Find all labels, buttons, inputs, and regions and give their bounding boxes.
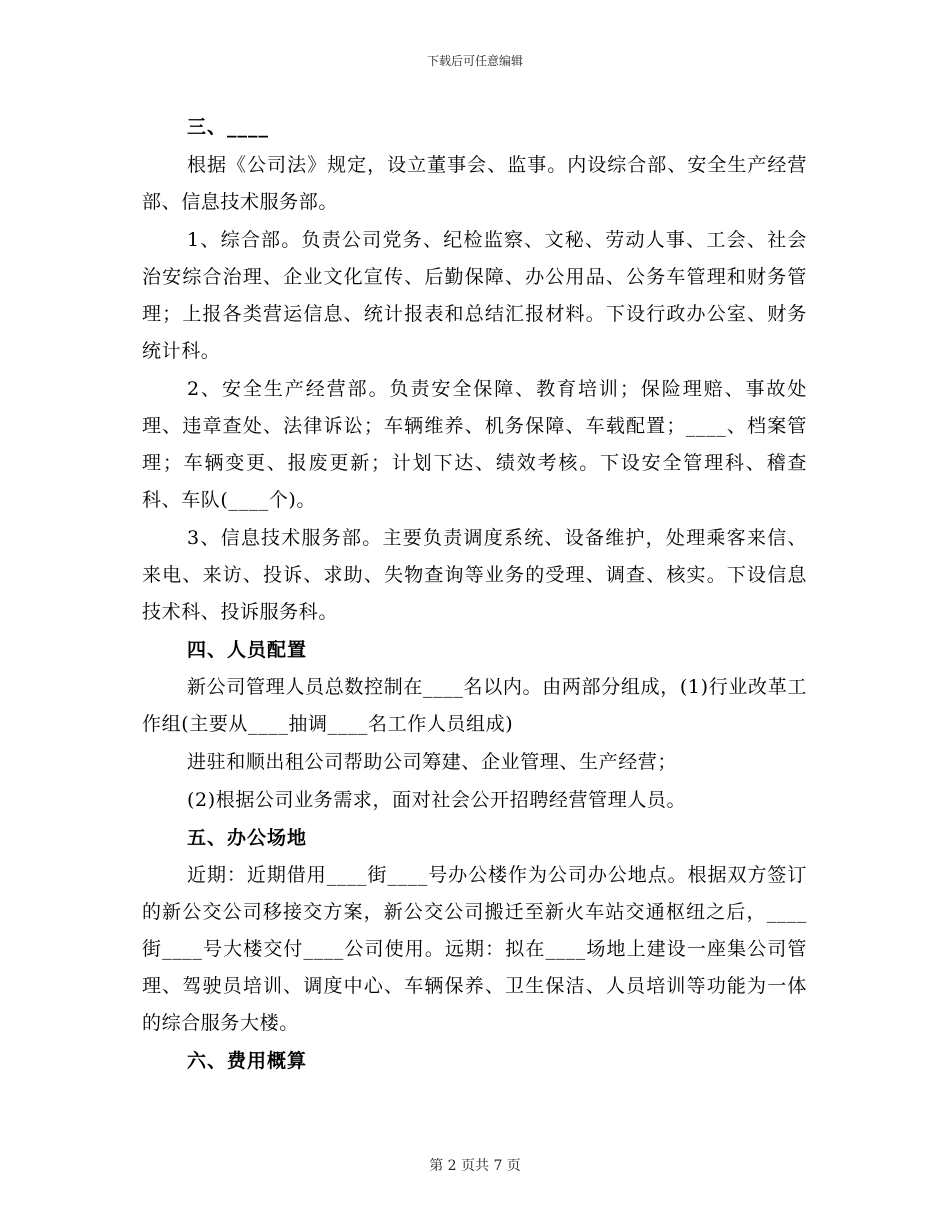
department-general-paragraph: 1、综合部。负责公司党务、纪检监察、文秘、劳动人事、工会、社会治安综合治理、企业文化宣传、后勤保障、办公用品、公务车管理和财务管理；上报各类营运信息、统计报表和总结汇报材料。下设行政办公室、财务统计科。	[142, 229, 807, 362]
department-it-paragraph: 3、信息技术服务部。主要负责调度系统、设备维护，处理乘客来信、来电、来访、投诉、求助、失物查询等业务的受理、调查、核实。下设信息技术科、投诉服务科。	[142, 527, 807, 623]
office-paragraph: 近期：近期借用____街____号办公楼作为公司办公地点。根据双方签订的新公交公司移接交方案，新公交公司搬迁至新火车站交通枢纽之后，____街____号大楼交付____公司使用。远期：拟在____场地上建设一座集公司管理、驾驶员培训、调度中心、车辆保养、卫生保洁、人员培训等功能为一体的综合服务大楼。	[142, 864, 807, 1034]
section-heading-organization: 三、____	[187, 116, 270, 138]
page-footer: 第 2 页共 7 页	[429, 1158, 521, 1174]
staffing-paragraph-2: 进驻和顺出租公司帮助公司筹建、企业管理、生产经营；	[187, 751, 678, 773]
staffing-paragraph-1: 新公司管理人员总数控制在____名以内。由两部分组成，(1)行业改革工作组(主要从____抽调____名工作人员组成)	[142, 676, 807, 735]
section-heading-staffing: 四、人员配置	[187, 639, 308, 661]
organization-intro-paragraph: 根据《公司法》规定，设立董事会、监事。内设综合部、安全生产经营部、信息技术服务部。	[142, 154, 807, 213]
section-heading-cost: 六、费用概算	[187, 1050, 308, 1072]
section-heading-office: 五、办公场地	[187, 827, 308, 849]
department-safety-paragraph: 2、安全生产经营部。负责安全保障、教育培训；保险理赔、事故处理、违章查处、法律诉讼；车辆维养、机务保障、车载配置；____、档案管理；车辆变更、报废更新；计划下达、绩效考核。下设安全管理科、稽查科、车队(____个)。	[142, 378, 807, 511]
document-body	[142, 109, 807, 1080]
staffing-paragraph-3: (2)根据公司业务需求，面对社会公开招聘经营管理人员。	[187, 789, 687, 811]
page-header: 下载后可任意编辑	[426, 54, 523, 68]
